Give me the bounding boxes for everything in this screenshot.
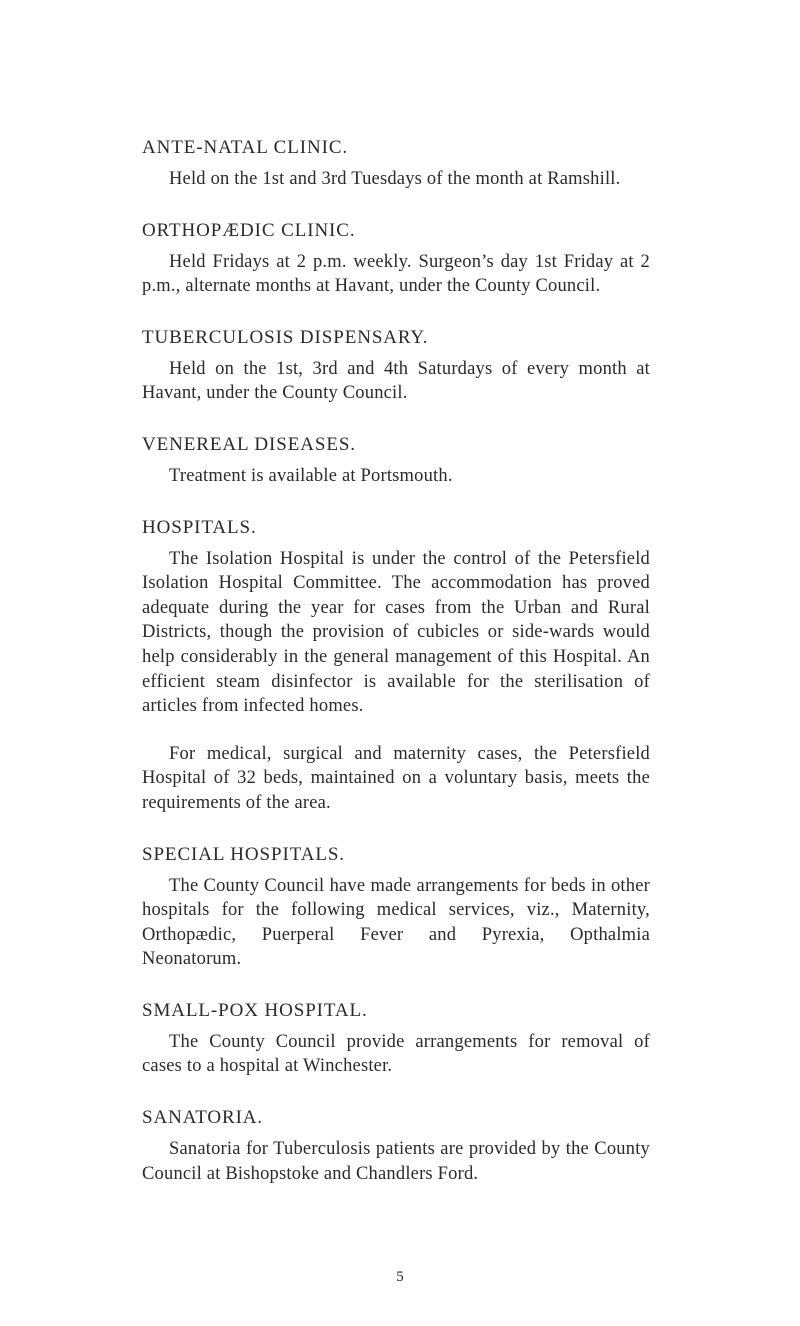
section-paragraph: For medical, surgical and maternity cases, the Petersfield Hospital of 32 beds, maintained on a voluntary basis, meets the requirements of the area. bbox=[142, 743, 650, 813]
section-paragraph: Sanatoria for Tuberculosis patients are provided by the County Council at Bishopstoke and Chandlers Ford. bbox=[142, 1139, 650, 1184]
section-paragraph: Treatment is available at Portsmouth. bbox=[169, 465, 453, 486]
section-paragraph: The Isolation Hospital is under the control of the Petersfield Isolation Hospital Committee. The accommodation has proved adequate during the year for cases from the Urban and Rural Districts, though the provision of cubicles or side-wards would help considerably in the general management of this Hospital. An efficient steam disinfector is available for the sterilisation of articles from infected homes. bbox=[142, 548, 650, 717]
section-heading: HOSPITALS. bbox=[142, 516, 257, 538]
section-heading: VENEREAL DISEASES. bbox=[142, 433, 356, 455]
page-number: 5 bbox=[396, 1269, 404, 1285]
document-body bbox=[142, 136, 650, 1213]
section-sanatoria bbox=[142, 1106, 650, 1186]
section-paragraph: Held on the 1st, 3rd and 4th Saturdays of every month at Havant, under the County Council. bbox=[142, 358, 650, 404]
section-paragraph: Held Fridays at 2 p.m. weekly. Surgeon’s day 1st Friday at 2 p.m., alternate months at Havant, under the County Council. bbox=[142, 251, 650, 297]
section-venereal-diseases bbox=[142, 433, 650, 489]
section-hospitals bbox=[142, 516, 650, 816]
section-small-pox-hospital bbox=[142, 999, 650, 1079]
section-orthopaedic-clinic bbox=[142, 219, 650, 299]
section-special-hospitals bbox=[142, 843, 650, 972]
section-paragraph: The County Council have made arrangements for beds in other hospitals for the following medical services, viz., Maternity, Orthopædic, Puerperal Fever and Pyrexia, Opthalmia Neonatorum. bbox=[142, 875, 650, 970]
section-heading: SMALL-POX HOSPITAL. bbox=[142, 999, 368, 1021]
section-heading: SANATORIA. bbox=[142, 1107, 264, 1129]
section-ante-natal-clinic bbox=[142, 136, 650, 192]
section-tuberculosis-dispensary bbox=[142, 326, 650, 406]
section-heading: ORTHOPÆDIC CLINIC. bbox=[142, 219, 356, 241]
section-heading: TUBERCULOSIS DISPENSARY. bbox=[142, 326, 429, 348]
section-paragraph: Held on the 1st and 3rd Tuesdays of the month at Ramshill. bbox=[169, 169, 621, 189]
section-heading: SPECIAL HOSPITALS. bbox=[142, 843, 345, 865]
section-heading: ANTE-NATAL CLINIC. bbox=[142, 137, 349, 158]
section-paragraph: The County Council provide arrangements for removal of cases to a hospital at Winchester. bbox=[142, 1031, 650, 1077]
